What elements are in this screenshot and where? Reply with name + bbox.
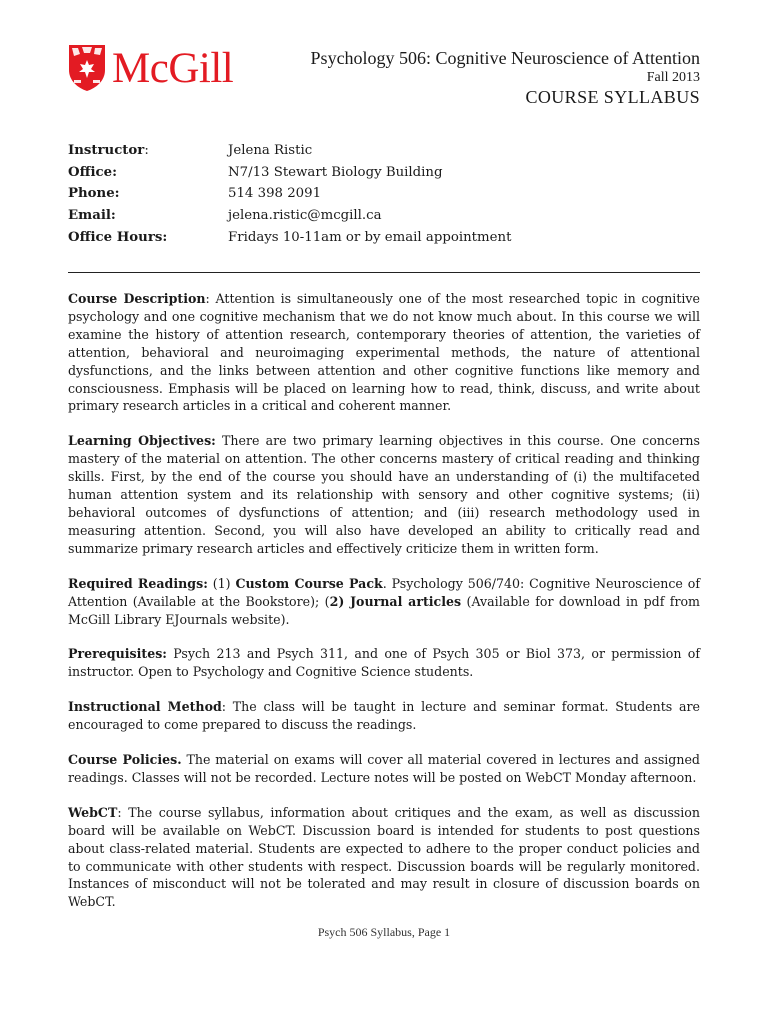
learning-objectives: Learning Objectives: There are two primary learning objectives in this course. One concerns mastery of the material on attention. The other concerns mastery of critical reading and thinking skills. First, by the end of the course you should have an understanding of (i) the multifaceted human attention system and its relationship with sensory and other cognitive systems; (ii) behavioral outcomes of dysfunctions of attention; and (iii) research methodology used in measuring attention. Second, you will also have developed an ability to critically read and summarize primary research articles and effectively criticize them in written form. [68,433,700,556]
office-hours-value: Fridays 10-11am or by email appointment [228,229,512,245]
course-title: Psychology 506: Cognitive Neuroscience of Attention [310,48,700,68]
email-value: jelena.ristic@mcgill.ca [228,208,382,224]
contact-row-phone [68,183,700,205]
term: Fall 2013 [646,70,700,85]
contact-row-email [68,205,700,227]
phone-label: Phone: [68,186,120,202]
prerequisites: Prerequisites: Psych 213 and Psych 311, and one of Psych 305 or Biol 373, or permission of instructor. Open to Psychology and Cognitive Science students. [68,646,700,680]
mcgill-crest-icon [68,44,106,92]
office-label: Office: [68,164,118,180]
header-divider [68,272,700,273]
course-description: Course Description: Attention is simultaneously one of the most researched topic in cognitive psychology and one cognitive mechanism that we do not know much about. In this course we will examine the history of attention research, contemporary theories of attention, the varieties of attention, behavioral and neuroimaging experimental methods, the nature of attentional dysfunctions, and the links between attention and other cognitive functions like memory and consciousness. Emphasis will be placed on learning how to read, think, discuss, and write about primary research articles in a critical and coherent manner. [68,291,700,414]
document-type: COURSE SYLLABUS [525,87,700,107]
required-readings: Required Readings: (1) Custom Course Pack. Psychology 506/740: Cognitive Neuroscience of Attention (Available at the Bookstore); (2) Journal articles (Available for download in pdf from McGill Library EJournals website). [68,575,700,627]
mcgill-logo [68,44,233,92]
contact-row-instructor [68,140,700,162]
instructional-method: Instructional Method: The class will be taught in lecture and seminar format. Students are encouraged to come prepared to discuss the readings. [68,699,700,733]
syllabus-body [68,290,700,928]
course-policies: Course Policies. The material on exams will cover all material covered in lectures and assigned readings. Classes will not be recorded. Lecture notes will be posted on WebCT Monday afternoon. [68,752,700,785]
office-value: N7/13 Stewart Biology Building [228,164,443,180]
instructor-label: Instructor: [68,143,149,158]
office-hours-label: Office Hours: [68,229,168,245]
contact-block [68,140,700,248]
document-header [311,47,700,108]
email-label: Email: [68,208,116,224]
webct-section: WebCT: The course syllabus, information about critiques and the exam, as well as discussion board will be available on WebCT. Discussion board is intended for students to post questions about class-related material. Students are expected to adhere to the proper conduct policies and to communicate with other students with respect. Discussion boards will be regularly monitored. Instances of misconduct will not be tolerated and may result in closure of discussion boards on WebCT. [68,804,700,910]
contact-row-hours [68,227,700,249]
page-footer: Psych 506 Syllabus, Page 1 [317,925,451,939]
mcgill-wordmark: McGill [112,44,234,92]
instructor-name: Jelena Ristic [228,143,313,158]
contact-row-office [68,162,700,184]
phone-value: 514 398 2091 [228,186,322,202]
